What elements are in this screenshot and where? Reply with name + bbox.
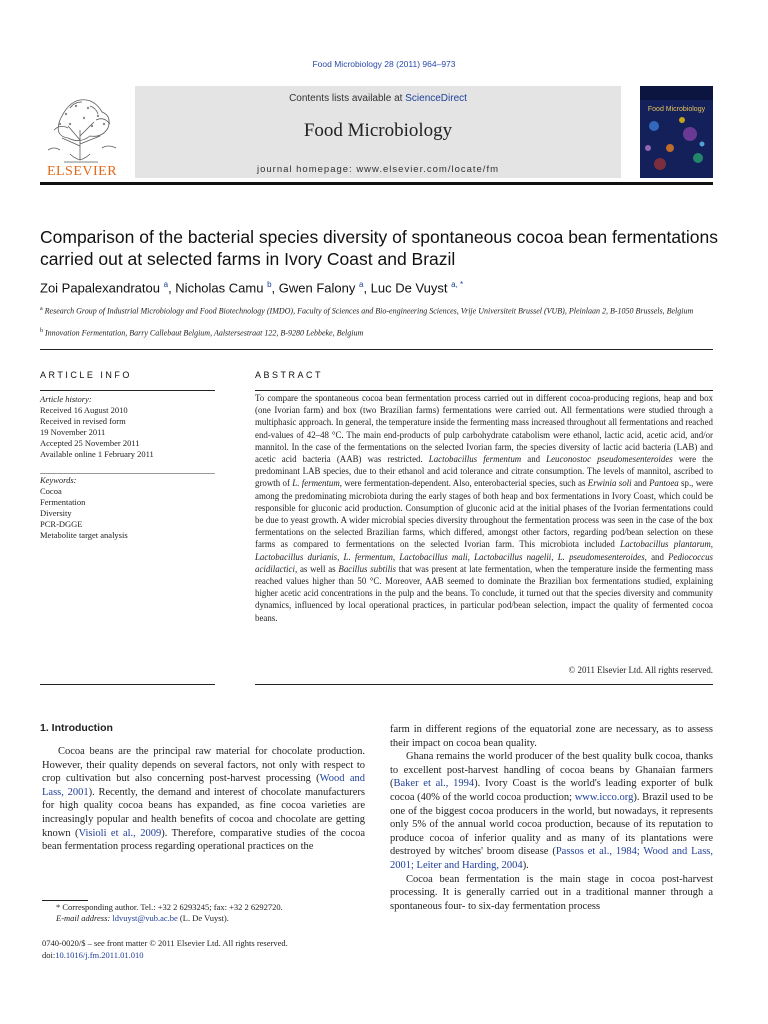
history-item: Received in revised form <box>40 416 126 426</box>
cover-title: Food Microbiology <box>647 106 706 113</box>
author-separator: , <box>363 280 371 296</box>
article-info-heading: ARTICLE INFO <box>40 370 132 380</box>
journal-cover-image <box>640 86 713 178</box>
email-label: E-mail address: <box>56 913 113 923</box>
body-paragraph <box>42 745 365 854</box>
keyword: Metabolite target analysis <box>40 530 128 540</box>
abstract-species-name: Pantoea <box>649 478 679 489</box>
abstract-text-run: , and <box>644 551 669 562</box>
article-info-bottom-rule <box>40 684 215 685</box>
front-matter <box>42 937 372 961</box>
keywords <box>40 475 215 541</box>
author-affiliation-marker[interactable]: a, * <box>451 280 464 289</box>
doi-line <box>42 949 372 961</box>
abstract-species-name: L. fermentum <box>292 478 340 489</box>
body-text-run: ). <box>522 859 529 871</box>
abstract-species-name: Pediococcus acidilactici <box>255 551 713 574</box>
author-separator: , <box>168 280 176 296</box>
contents-prefix: Contents lists available at <box>289 93 406 104</box>
abstract-text-run: To compare the spontaneous cocoa bean fermentation process carried out in different cocoa-producing regions, heap and box (one Ivorian farm) and box (two Brazilian farms) fermentations were carried out. All fermentations were studied through a multiphasic approach. In general, the temperature inside the fermenting mass increased throughout all fermentations and reached end-values of 42–48 °C. The main end-products of pulp carbohydrate catabolism were ethanol, lactic acid, acetic acid, and/or mannitol. In the case of the fermentations on the selected Ivorian farm, the species diversity of lactic acid bacteria (LAB) and acetic acid bacteria (AAB) was restricted. <box>255 393 713 465</box>
journal-name: Food Microbiology <box>303 120 453 141</box>
body-text-run: ). Ivory Coast is the world's leading exporter of bulk cocoa (40% of the world cocoa production; <box>390 778 713 803</box>
keyword: PCR-DGGE <box>40 519 83 529</box>
abstract-text-run: and <box>521 454 547 465</box>
author-name: Luc De Vuyst <box>370 280 448 296</box>
journal-citation[interactable]: Food Microbiology 28 (2011) 964–973 <box>312 59 456 69</box>
sciencedirect-link[interactable]: ScienceDirect <box>405 93 467 104</box>
journal-homepage[interactable]: journal homepage: www.elsevier.com/locate/fm <box>256 164 499 175</box>
author-affiliation-marker[interactable]: b <box>267 280 272 289</box>
abstract-text-run: , were fermentation-dependent. Also, enterobacterial species, such as <box>339 478 588 489</box>
body-text-run: ). Recently, the demand and interest of chocolate manufacturers for high quality cocoa beans has expanded, as fine cocoa varieties are increasingly popular and health benefits of cocoa and chocolate are getting known ( <box>42 786 365 839</box>
citation-link[interactable]: Passos et al., 1984; Wood and Lass, 2001; Leiter and Harding, 2004 <box>390 846 713 871</box>
body-text-run: ). Brazil used to be one of the biggest cocoa producers in the world, but nowadays, it represents only 5% of the annual world cocoa production, because of its reputation to produce cocoa of inferior quality and as many of its plantations were destroyed by witches' broom disease ( <box>390 791 714 858</box>
history-label: Article history: <box>40 394 92 404</box>
author-affiliation-marker[interactable]: a <box>163 280 169 289</box>
citation-link[interactable]: Visioli et al., 2009 <box>78 827 162 839</box>
history-item: Accepted 25 November 2011 <box>40 438 140 448</box>
info-divider <box>40 473 215 474</box>
affiliation-marker: a <box>40 306 43 312</box>
email-suffix: (L. De Vuyst). <box>177 913 229 923</box>
article-info-rule <box>40 390 215 391</box>
affiliation-text: Innovation Fermentation, Barry Callebaut Belgium, Aalstersestraat 122, B-9280 Lebbeke, Belgium <box>45 328 364 338</box>
affiliation-text: Research Group of Industrial Microbiology and Food Biotechnology (IMDO), Faculty of Sciences and Bio-engineering Sciences, Vrije Universiteit Brussel (VUB), Pleinlaan 2, B-1050 Brussels, Belgium <box>44 306 694 316</box>
doi-label: doi: <box>42 950 56 960</box>
abstract-text-run: were the predominant LAB species, due to their ethanol and acid tolerance and citrate consumption. The levels of mannitol, ascribed to growth of <box>255 454 713 489</box>
author-separator: , <box>271 280 279 296</box>
abstract-species-name: Lactobacillus fermentum <box>428 454 522 465</box>
body-paragraph <box>390 873 713 914</box>
author-affiliation-marker[interactable]: a <box>358 280 364 289</box>
abstract-species-name: Erwinia soli <box>587 478 632 489</box>
body-text-run: ). Therefore, comparative studies of the cocoa bean fermentation process regarding operational practices on the <box>42 827 365 853</box>
body-text-run: Cocoa beans are the principal raw material for chocolate production. However, their quality depends on several factors, not only with respect to crop cultivation but also concerning post-harvest processing ( <box>42 746 365 785</box>
doi-link[interactable]: 10.1016/j.fm.2011.01.010 <box>55 950 144 960</box>
author-name: Nicholas Camu <box>175 280 264 296</box>
affiliation-a <box>40 304 720 317</box>
abstract-rule <box>255 390 713 391</box>
keyword: Diversity <box>40 508 72 518</box>
history-item: Available online 1 February 2011 <box>40 449 154 459</box>
footnote-rule <box>42 900 88 901</box>
abstract-species-name: Bacillus subtilis <box>338 563 396 574</box>
body-text-run: Cocoa bean fermentation is the main stage in cocoa post-harvest processing. It is generally carried out in a traditional manner through a spontaneous four- to six-day fermentation process <box>390 873 713 912</box>
article-title: Comparison of the bacterial species diversity of spontaneous cocoa bean fermentations carried out at selected farms in Ivory Coast and Brazil <box>40 227 719 269</box>
title-rule <box>40 349 713 350</box>
article-history <box>40 394 215 460</box>
body-text-run: farm in different regions of the equatorial zone are necessary, as to assess their impact on cocoa bean quality. <box>390 724 713 749</box>
affiliation-marker: b <box>40 328 43 334</box>
abstract-heading: ABSTRACT <box>255 370 324 380</box>
abstract-text-run: , as well as <box>294 563 339 574</box>
author-list <box>40 280 720 295</box>
email-line <box>42 913 365 924</box>
corresponding-author-footnote <box>42 902 365 924</box>
author-name: Zoi Papalexandratou <box>40 280 160 296</box>
email-link[interactable]: ldvuyst@vub.ac.be <box>112 913 178 923</box>
author-name: Gwen Falony <box>278 280 356 296</box>
body-paragraph <box>390 750 713 872</box>
abstract-text-run: and <box>631 478 650 489</box>
abstract-text <box>255 392 713 624</box>
history-item: Received 16 August 2010 <box>40 405 128 415</box>
introduction-heading: 1. Introduction <box>40 722 113 734</box>
abstract-species-name: Leuconostoc pseudomesenteroides <box>546 454 673 465</box>
citation-link[interactable]: Baker et al., 1994 <box>393 778 475 790</box>
journal-banner <box>135 86 621 178</box>
corresponding-line: * Corresponding author. Tel.: +32 2 6293245; fax: +32 2 6292720. <box>56 902 283 912</box>
keyword: Fermentation <box>40 497 86 507</box>
body-column-left <box>42 745 365 854</box>
issn-line: 0740-0020/$ – see front matter © 2011 Elsevier Ltd. All rights reserved. <box>42 938 288 948</box>
header-rule <box>40 182 713 185</box>
elsevier-wordmark: ELSEVIER <box>46 164 118 179</box>
keywords-label: Keywords: <box>40 475 77 485</box>
contents-line <box>135 93 621 104</box>
citation-link[interactable]: www.icco.org <box>574 791 634 803</box>
body-column-right <box>390 723 713 913</box>
abstract-text-run: that was present at late fermentation, when the temperature inside the fermenting mass reached values higher than 50 °C. Moreover, AAB seemed to dominate the Brazilian box fermentations studied, explaining higher acetic acid concentrations in the pulp and the beans. To conclude, it turned out that the species diversity and community dynamics, influenced by local operational practices, in particular pod/bean selection, impact the quality of fermented cocoa beans. <box>255 563 713 623</box>
abstract-bottom-rule <box>255 684 713 685</box>
keyword: Cocoa <box>40 486 62 496</box>
abstract-text-run: sp., were among the predominating microbiota during the early stages of both heap and box fermentations in Ivory Coast, which could be responsible for gluconic acid production. Consumption of gluconic acid at the initial phases of the Ivorian fermentations could be due to yeast growth. A wider microbial species diversity throughout the fermentation process was seen in the case of the box fermentations on the selected Brazilian farms, which differed, amongst other factors, regarding pod/bean selection on these farms as compared to fermentations on the selected Ivorian farm. This microbiota included <box>255 478 713 550</box>
abstract-copyright: © 2011 Elsevier Ltd. All rights reserved. <box>568 665 713 675</box>
history-item: 19 November 2011 <box>40 427 106 437</box>
citation-link[interactable]: Wood and Lass, 2001 <box>42 773 365 798</box>
body-text-run: Ghana remains the world producer of the best quality bulk cocoa, thanks to excellent post-harvest handling of cocoa beans by Ghanaian farmers ( <box>390 751 713 790</box>
affiliation-b <box>40 326 720 339</box>
abstract-species-name: Lactobacillus plantarum, Lactobacillus durianis, L. fermentum, Lactobacillus mali, Lactobacillus nagelii, L. pseudomesenteroides <box>255 539 713 562</box>
body-paragraph <box>390 723 713 750</box>
